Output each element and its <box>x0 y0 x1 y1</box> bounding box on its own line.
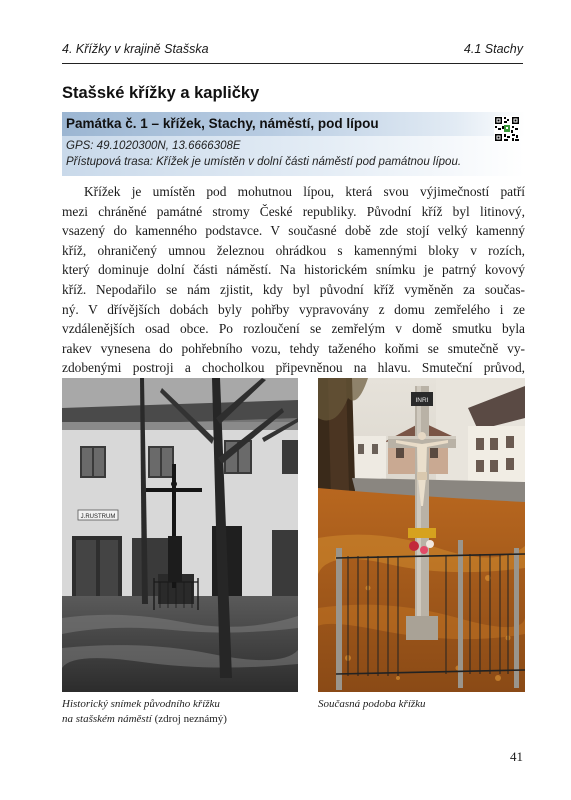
body-line: který dominuje dolní části náměstí. Na historickém snímku je patrný kovový <box>62 262 525 278</box>
body-line: rakev vynesena do pohřebního vozu, tehdy taženého koňmi se smutečně vy- <box>62 340 525 356</box>
body-line: zdobenými postroji a chocholkou připevněnou na hlavu. Smuteční průvod, <box>62 360 525 376</box>
body-line: kříž. Nepodařilo se nám zjistit, kdy byl původní kříž vyměněn za součas- <box>62 281 525 297</box>
shop-sign-text: J.RUSTRUM <box>80 514 116 520</box>
header-rule <box>62 63 523 64</box>
current-photo-caption: Současná podoba křížku <box>318 698 426 710</box>
historic-photo <box>62 378 298 692</box>
body-line: Křížek je umístěn pod mohutnou lípou, která svou výjimečností patří <box>84 184 525 199</box>
caption-source: (zdroj neznámý) <box>154 712 227 725</box>
body-text <box>62 182 525 378</box>
body-line: ný. V dřívějších dobách byly pohřby vypravovány z domu zemřelého i ze <box>62 301 525 317</box>
body-line: kříž, ohraničený umnou železnou ohrádkou s kamennými bloky v rozích, <box>62 242 525 258</box>
landmark-title: Památka č. 1 – křížek, Stachy, náměstí, pod lípou <box>66 116 379 131</box>
gps-coordinates: GPS: 49.1020300N, 13.6666308E <box>66 140 241 152</box>
chapter-heading: 4. Křížky v krajině Stašska <box>62 42 209 56</box>
running-header <box>62 42 523 62</box>
body-line: vsazený do kamenného podstavce. V současné době zde stojí velký kamenný <box>62 223 525 239</box>
caption-line <box>62 712 302 727</box>
qr-code-icon[interactable] <box>494 116 520 142</box>
section-title: Stašské křížky a kapličky <box>62 84 260 102</box>
body-line: vzdálenějších osad obce. Po rozloučení se zemřelým v domě smutku byla <box>62 321 525 337</box>
inri-plaque-text: INRI <box>415 397 429 404</box>
historic-photo-caption <box>62 697 302 726</box>
current-photo <box>318 378 525 692</box>
landmark-info-box <box>62 112 525 176</box>
page-number: 41 <box>510 749 523 764</box>
section-heading: 4.1 Stachy <box>463 42 523 56</box>
access-route: Přístupová trasa: Křížek je umístěn v dolní části náměstí pod památnou lípou. <box>66 156 462 168</box>
caption-text: na stašském náměstí <box>62 712 152 725</box>
body-line: mezi chráněné památné stromy České republiky. Původní kříž byl litinový, <box>62 203 525 219</box>
landmark-title-bar <box>62 112 525 136</box>
caption-line: Historický snímek původního křížku <box>62 698 220 710</box>
